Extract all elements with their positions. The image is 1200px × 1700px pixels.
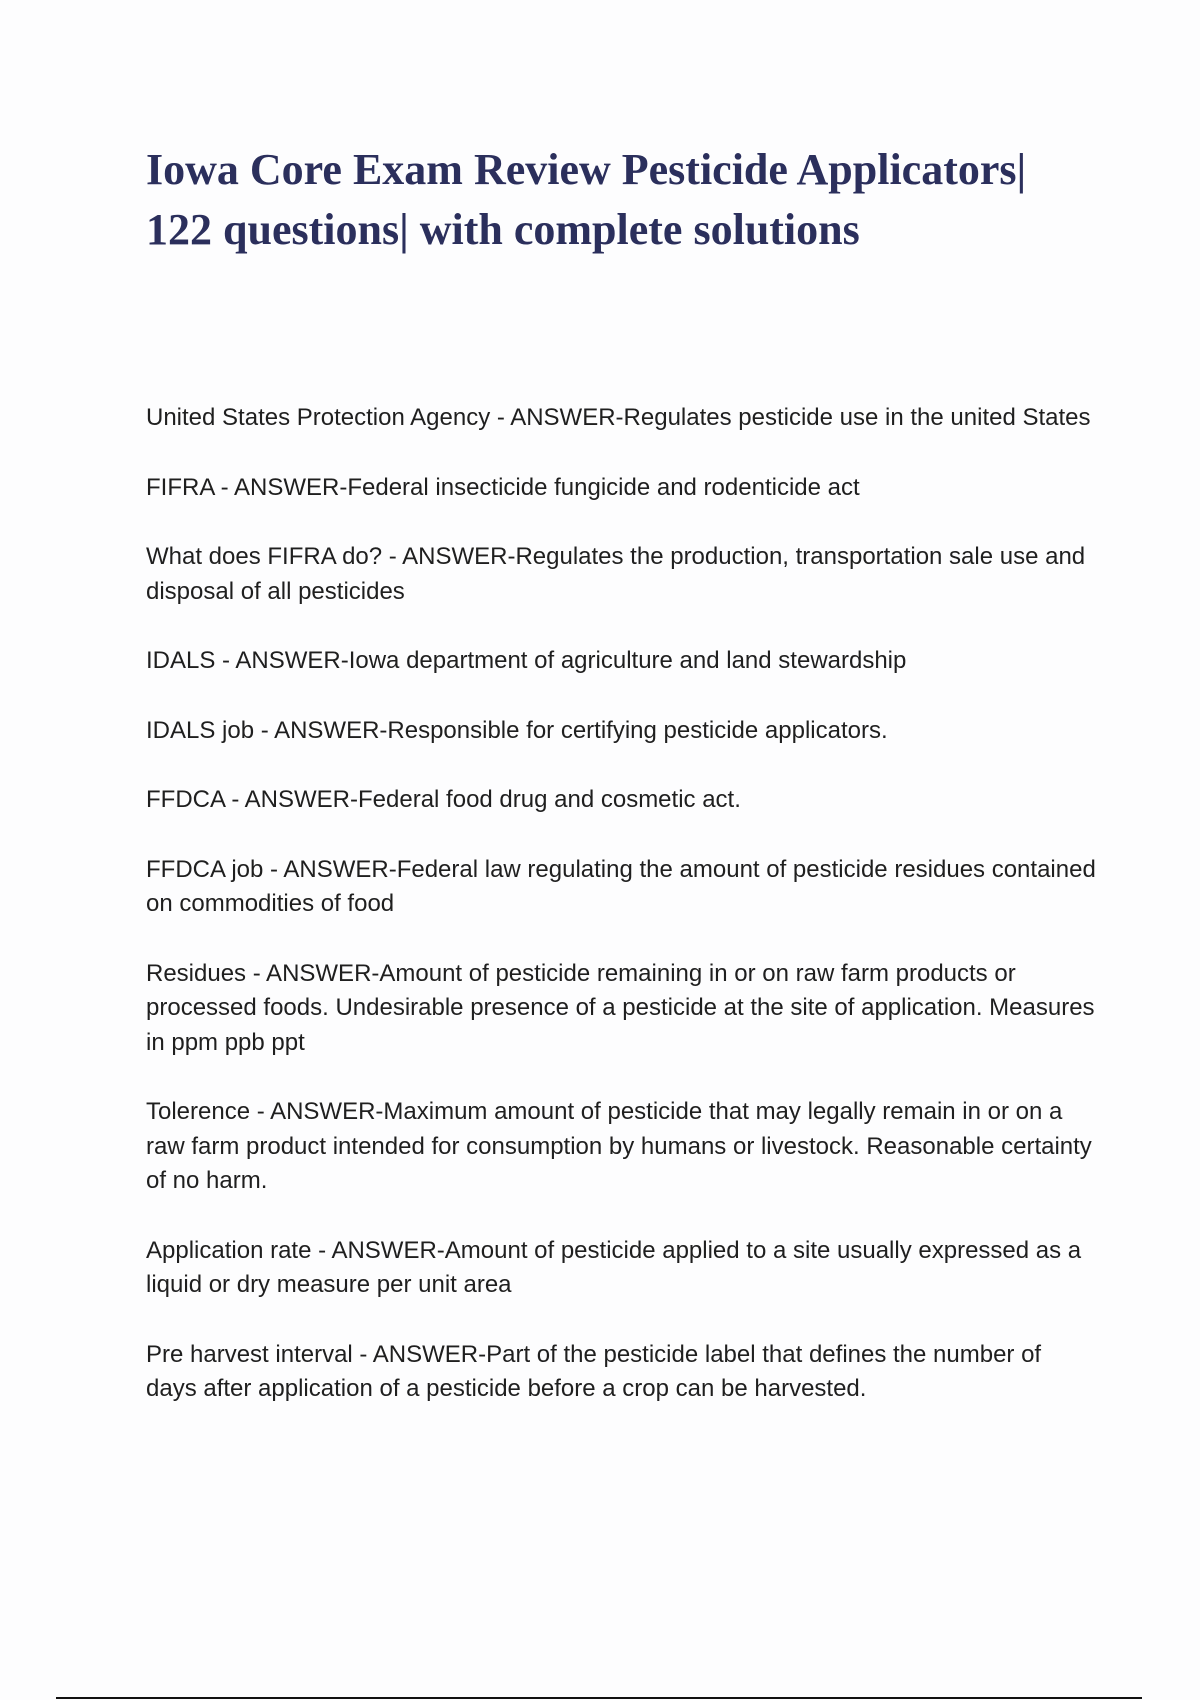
qa-item: Residues - ANSWER-Amount of pesticide remaining in or on raw farm products or processed foods. Undesirable presence of a pesticide at the site of application. Measures in ppm ppb ppt [146, 959, 1095, 1056]
title-line-1: Iowa Core Exam Review Pesticide Applicators| [146, 145, 1027, 194]
qa-item: What does FIFRA do? - ANSWER-Regulates the production, transportation sale use and disposal of all pesticides [146, 543, 1086, 605]
document-title [146, 140, 1106, 260]
qa-item: FFDCA job - ANSWER-Federal law regulating the amount of pesticide residues contained on commodities of food [146, 855, 1096, 917]
page-bottom-divider [56, 1697, 1142, 1699]
title-line-2: 122 questions| with complete solutions [146, 205, 860, 254]
qa-item: United States Protection Agency - ANSWER-Regulates pesticide use in the united States [146, 404, 1091, 431]
qa-item: IDALS - ANSWER-Iowa department of agriculture and land stewardship [146, 647, 907, 674]
qa-item: FFDCA - ANSWER-Federal food drug and cosmetic act. [146, 786, 741, 813]
qa-item: Pre harvest interval - ANSWER-Part of the pesticide label that defines the number of days after application of a pesticide before a crop can be harvested. [146, 1340, 1042, 1402]
qa-item: FIFRA - ANSWER-Federal insecticide fungicide and rodenticide act [146, 473, 860, 501]
qa-item: IDALS job - ANSWER-Responsible for certifying pesticide applicators. [146, 716, 888, 744]
question-answer-list [146, 401, 1096, 1442]
qa-item: Application rate - ANSWER-Amount of pesticide applied to a site usually expressed as a liquid or dry measure per unit area [146, 1236, 1082, 1298]
qa-item: Tolerence - ANSWER-Maximum amount of pesticide that may legally remain in or on a raw farm product intended for consumption by humans or livestock. Reasonable certainty of no harm. [146, 1098, 1092, 1194]
